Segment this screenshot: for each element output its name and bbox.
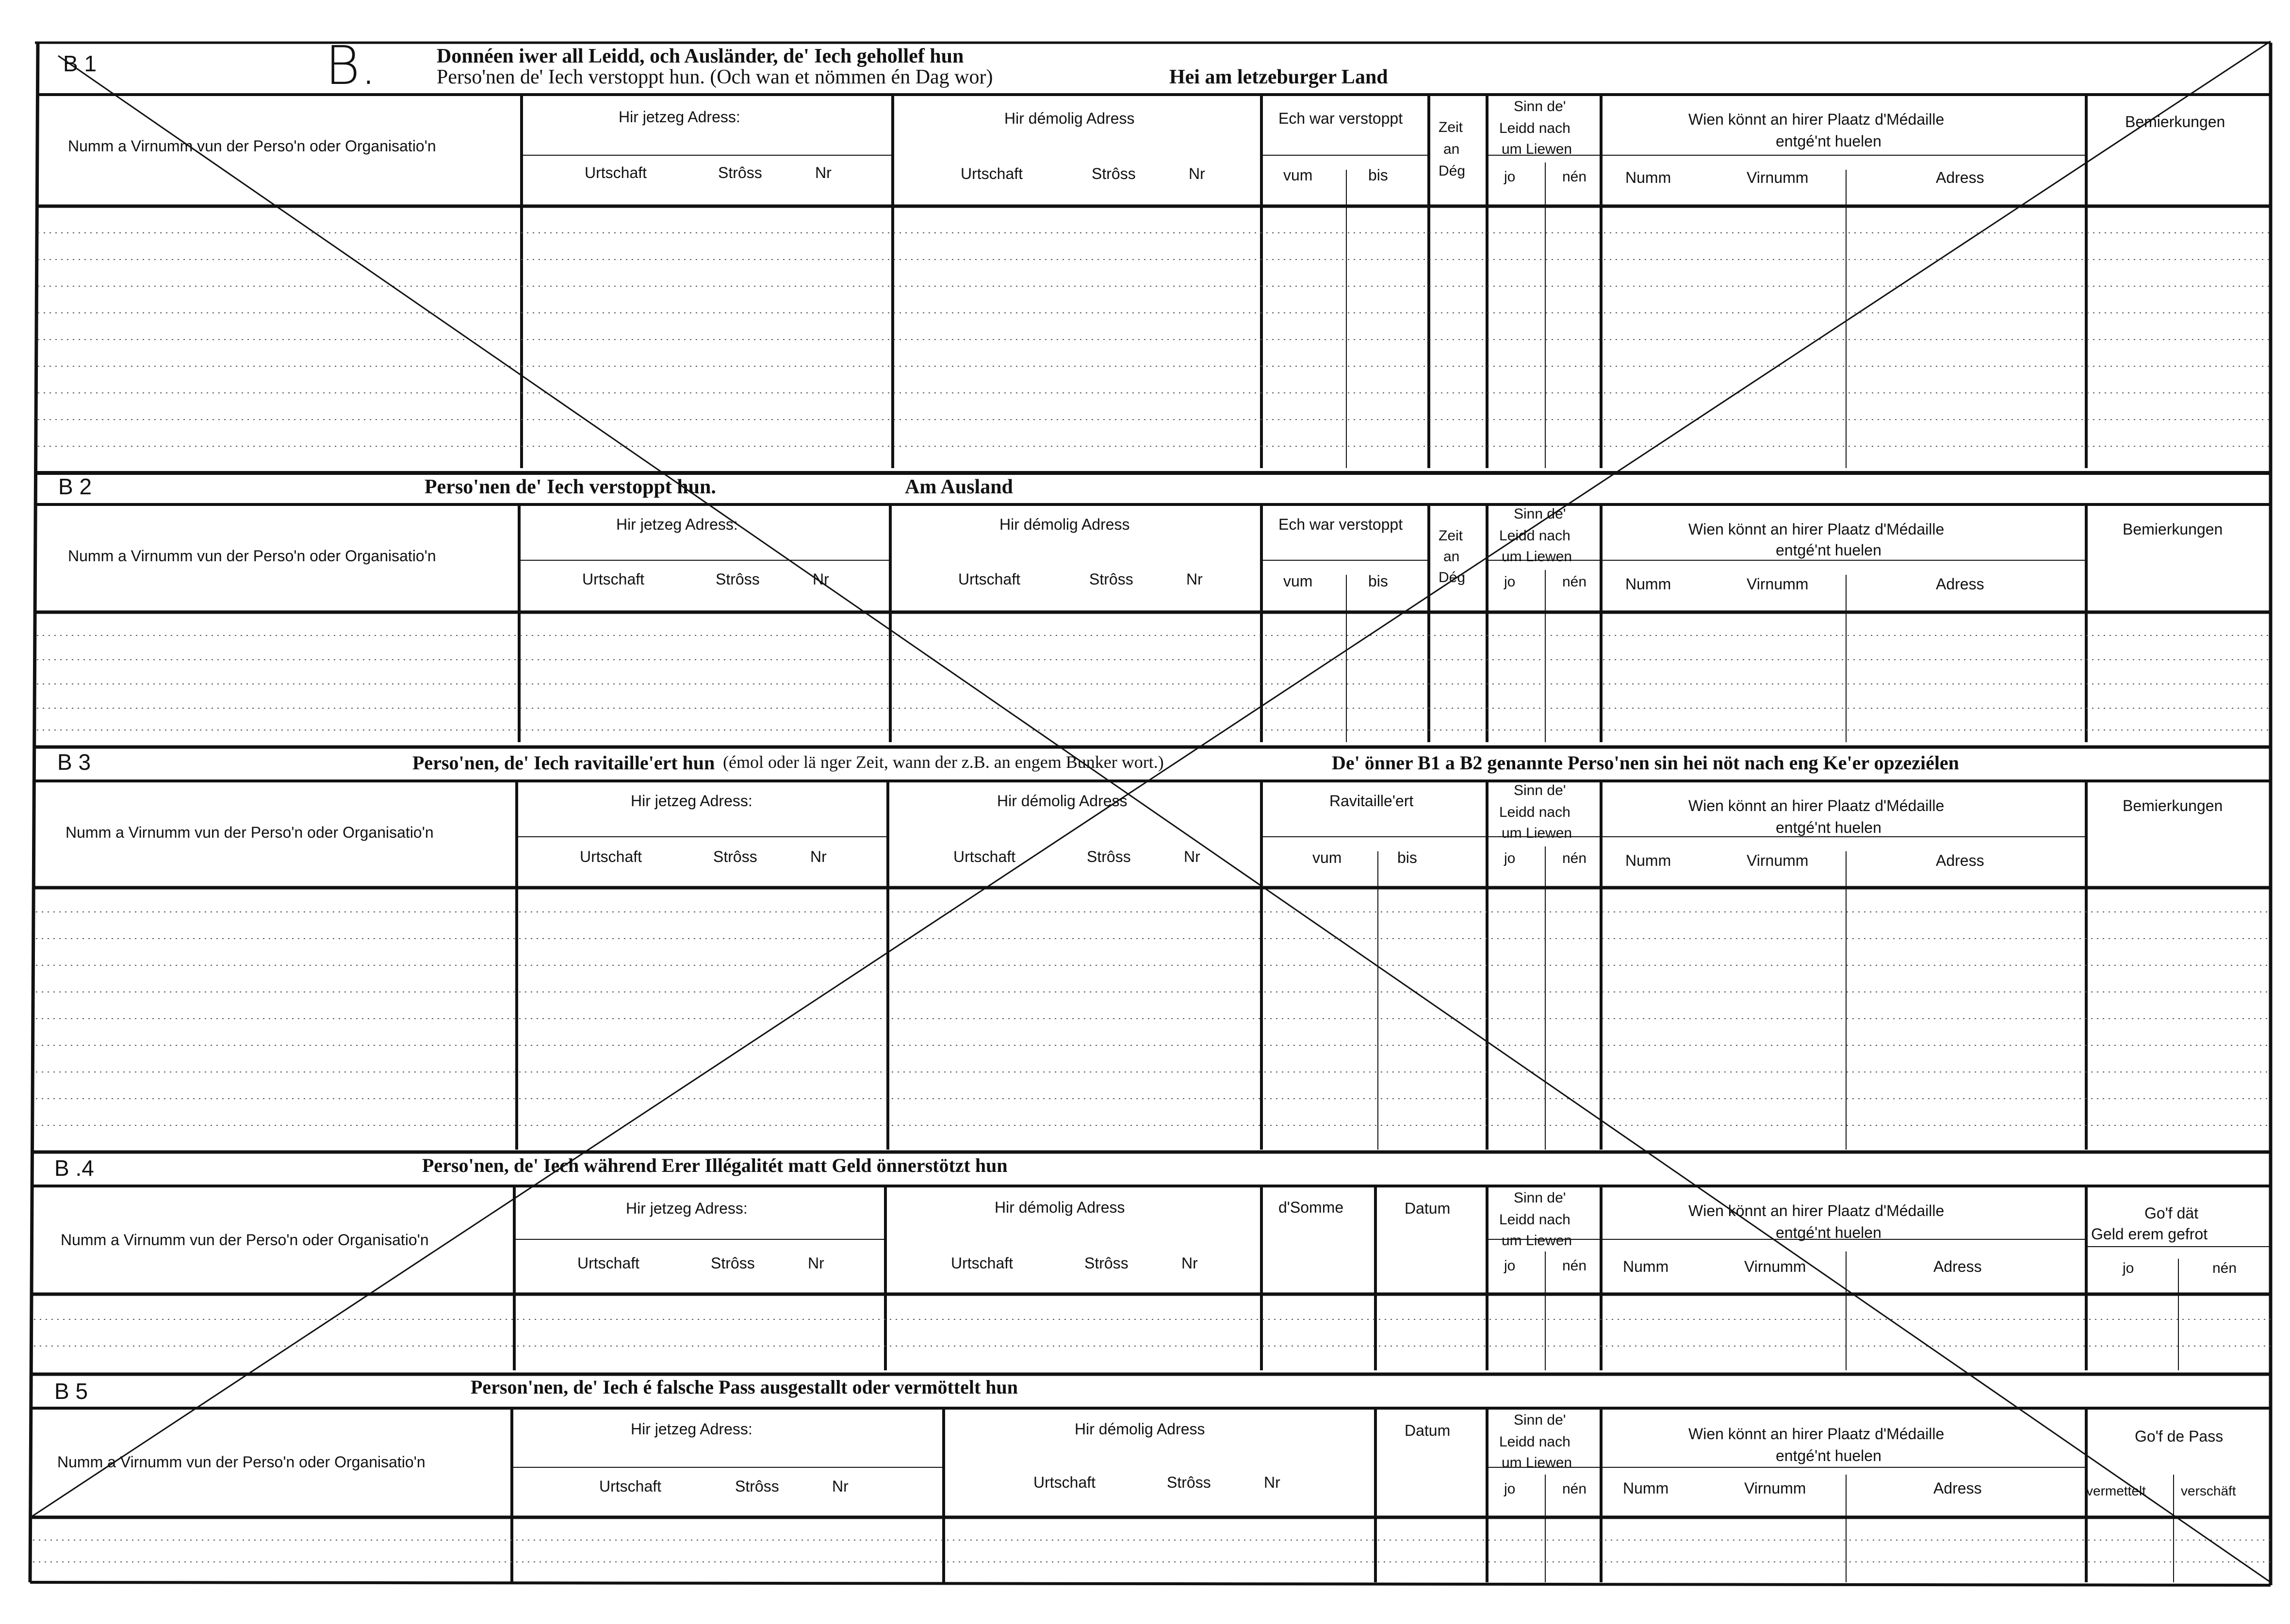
b1-header-medal-1: Wien könnt an hirer Plaatz d'Médaille bbox=[1688, 111, 1945, 128]
b5-header-medal-address: Adress bbox=[1933, 1479, 1982, 1497]
b1-header-alive-2: Leidd nach bbox=[1499, 120, 1570, 136]
b4-header-current-place: Urtschaft bbox=[577, 1254, 640, 1272]
section-title-b4: Perso'nen, de' Iech während Erer Illégalitét matt Geld önnerstötzt hun bbox=[422, 1154, 1008, 1176]
section-code-b5: B 5 bbox=[54, 1379, 88, 1404]
b1-header-time-1: Zeit bbox=[1439, 119, 1463, 135]
b3-header-alive-3: um Liewen bbox=[1502, 825, 1572, 841]
b1-header-to: bis bbox=[1368, 166, 1388, 184]
b1-header-current-street: Strôss bbox=[718, 164, 762, 181]
b1-header-medal-2: entgé'nt huelen bbox=[1776, 132, 1881, 150]
b2-header-current-place: Urtschaft bbox=[582, 570, 645, 588]
b3-header-to: bis bbox=[1397, 849, 1417, 866]
b2-header-current-number: Nr bbox=[813, 570, 829, 588]
b1-header-time-2: an bbox=[1443, 141, 1460, 157]
b1-header-remarks: Bemierkungen bbox=[2125, 113, 2225, 130]
b3-header-current-street: Strôss bbox=[713, 848, 757, 865]
b3-header-old-place: Urtschaft bbox=[953, 848, 1016, 865]
b1-header-alive-3: um Liewen bbox=[1502, 141, 1572, 157]
b3-header-name: Numm a Virnumm vun der Perso'n oder Organisatio'n bbox=[65, 824, 434, 841]
b1-header-old-place: Urtschaft bbox=[961, 165, 1023, 182]
b5-header-alive-3: um Liewen bbox=[1502, 1455, 1572, 1471]
b2-header-old-address: Hir démolig Adress bbox=[999, 516, 1130, 533]
b4-header-old-address: Hir démolig Adress bbox=[995, 1199, 1125, 1216]
b3-header-from: vum bbox=[1312, 849, 1342, 866]
b5-header-date: Datum bbox=[1405, 1422, 1451, 1439]
b1-header-medal-name: Numm bbox=[1625, 169, 1671, 186]
b1-header-no: nén bbox=[1562, 169, 1587, 185]
b1-header-from: vum bbox=[1283, 166, 1313, 184]
b3-header-medal-2: entgé'nt huelen bbox=[1776, 819, 1881, 836]
b4-header-alive-1: Sinn de' bbox=[1514, 1190, 1566, 1206]
b3-header-current-number: Nr bbox=[810, 848, 827, 865]
section-title-b1-line1: Donnéen iwer all Leidd, och Ausländer, de' Iech gehollef hun bbox=[437, 45, 964, 67]
b4-header-date: Datum bbox=[1405, 1200, 1451, 1217]
b1-header-medal-firstname: Virnumm bbox=[1747, 169, 1809, 186]
b5-header-pass: Go'f de Pass bbox=[2135, 1428, 2224, 1445]
b3-header-current-address: Hir jetzeg Adress: bbox=[631, 792, 752, 810]
b5-header-old-number: Nr bbox=[1264, 1474, 1280, 1491]
b2-header-current-street: Strôss bbox=[716, 570, 760, 588]
b5-header-obtained: verschäft bbox=[2181, 1483, 2236, 1498]
b5-header-current-place: Urtschaft bbox=[599, 1478, 662, 1495]
b5-header-medal-1: Wien könnt an hirer Plaatz d'Médaille bbox=[1688, 1425, 1945, 1443]
b4-header-medal-name: Numm bbox=[1623, 1258, 1669, 1275]
b2-header-alive-2: Leidd nach bbox=[1499, 528, 1570, 544]
b5-header-medal-name: Numm bbox=[1623, 1479, 1669, 1497]
section-title-b3-paren: (émol oder lä nger Zeit, wann der z.B. an engem Bunker wort.) bbox=[723, 752, 1164, 772]
b3-header-yes: jo bbox=[1504, 850, 1516, 866]
b5-header-alive-2: Leidd nach bbox=[1499, 1434, 1570, 1450]
b1-header-yes: jo bbox=[1504, 169, 1516, 185]
b4-header-name: Numm a Virnumm vun der Perso'n oder Organisatio'n bbox=[61, 1231, 429, 1249]
b5-header-name: Numm a Virnumm vun der Perso'n oder Organisatio'n bbox=[57, 1453, 425, 1471]
b1-header-name: Numm a Virnumm vun der Perso'n oder Organisatio'n bbox=[68, 137, 436, 155]
b3-header-old-street: Strôss bbox=[1087, 848, 1131, 865]
b5-header-old-place: Urtschaft bbox=[1033, 1474, 1096, 1491]
b3-header-alive-1: Sinn de' bbox=[1514, 782, 1566, 798]
section-code-b2: B 2 bbox=[58, 474, 92, 499]
b3-header-medal-1: Wien könnt an hirer Plaatz d'Médaille bbox=[1688, 797, 1945, 814]
b4-header-medal-firstname: Virnumm bbox=[1744, 1258, 1806, 1275]
b4-header-gift-2: Geld erem gefrot bbox=[2091, 1225, 2208, 1243]
b3-header-no: nén bbox=[1562, 850, 1587, 866]
b4-header-current-number: Nr bbox=[808, 1254, 824, 1272]
b4-header-old-place: Urtschaft bbox=[951, 1254, 1014, 1272]
section-code-b1: B 1 bbox=[63, 51, 97, 76]
b5-header-alive-1: Sinn de' bbox=[1514, 1412, 1566, 1428]
b5-header-current-street: Strôss bbox=[735, 1478, 779, 1495]
b5-header-current-address: Hir jetzeg Adress: bbox=[631, 1420, 752, 1438]
section-code-b3: B 3 bbox=[57, 749, 91, 775]
b2-header-alive-1: Sinn de' bbox=[1514, 506, 1566, 522]
b1-header-old-number: Nr bbox=[1189, 165, 1205, 182]
b2-header-remarks: Bemierkungen bbox=[2123, 520, 2223, 538]
b1-header-current-number: Nr bbox=[815, 164, 832, 181]
b4-header-current-street: Strôss bbox=[711, 1254, 755, 1272]
section-title-b1-line2: Perso'nen de' Iech verstoppt hun. (Och wan et nömmen én Dag wor) bbox=[437, 66, 993, 88]
section-title-b3: Perso'nen, de' Iech ravitaille'ert hun bbox=[412, 752, 715, 774]
section-title-b2: Perso'nen de' Iech verstoppt hun. bbox=[425, 476, 716, 498]
b1-header-alive-1: Sinn de' bbox=[1514, 98, 1566, 114]
b5-header-yes: jo bbox=[1504, 1481, 1516, 1497]
b1-header-current-address: Hir jetzeg Adress: bbox=[619, 108, 740, 126]
b2-header-old-place: Urtschaft bbox=[958, 570, 1021, 588]
b1-header-time-3: Dég bbox=[1439, 163, 1466, 179]
b2-header-current-address: Hir jetzeg Adress: bbox=[616, 516, 738, 533]
b2-header-yes: jo bbox=[1504, 574, 1516, 590]
b2-header-medal-2: entgé'nt huelen bbox=[1776, 541, 1881, 559]
b2-header-to: bis bbox=[1368, 572, 1388, 590]
b3-header-old-address: Hir démolig Adress bbox=[997, 792, 1128, 810]
b1-header-hidden: Ech war verstoppt bbox=[1278, 110, 1403, 127]
b1-header-current-place: Urtschaft bbox=[585, 164, 647, 181]
b1-header-old-street: Strôss bbox=[1092, 165, 1136, 182]
b5-header-arranged: vermettelt bbox=[2086, 1483, 2146, 1498]
b2-header-alive-3: um Liewen bbox=[1502, 549, 1572, 565]
b4-header-current-address: Hir jetzeg Adress: bbox=[626, 1200, 748, 1217]
b1-header-old-address: Hir démolig Adress bbox=[1004, 110, 1135, 127]
b5-header-medal-2: entgé'nt huelen bbox=[1776, 1447, 1881, 1464]
section-note-b3: De' önner B1 a B2 genannte Perso'nen sin hei nöt nach eng Ke'er opzeziélen bbox=[1332, 752, 1959, 774]
b4-header-amount: d'Somme bbox=[1278, 1199, 1344, 1216]
b2-header-time-3: Dég bbox=[1439, 569, 1466, 585]
b4-header-no: nén bbox=[1562, 1258, 1587, 1274]
b4-header-gift-1: Go'f dät bbox=[2144, 1204, 2199, 1222]
b4-header-medal-address: Adress bbox=[1933, 1258, 1982, 1275]
b4-header-yes: jo bbox=[1504, 1258, 1516, 1274]
b2-header-from: vum bbox=[1283, 572, 1313, 590]
b4-header-gift-yes: jo bbox=[2123, 1260, 2134, 1276]
b2-header-old-street: Strôss bbox=[1089, 570, 1133, 588]
b3-header-provisioned: Ravitaille'ert bbox=[1329, 792, 1414, 810]
b2-header-no: nén bbox=[1562, 574, 1587, 590]
b5-header-old-street: Strôss bbox=[1167, 1474, 1211, 1491]
b3-header-current-place: Urtschaft bbox=[580, 848, 642, 865]
b2-header-old-number: Nr bbox=[1186, 570, 1203, 588]
b5-header-current-number: Nr bbox=[832, 1478, 849, 1495]
b4-header-gift-no: nén bbox=[2212, 1260, 2237, 1276]
b5-header-no: nén bbox=[1562, 1481, 1587, 1497]
b2-header-time-2: an bbox=[1443, 549, 1460, 565]
b3-header-medal-address: Adress bbox=[1936, 852, 1984, 869]
b3-header-medal-firstname: Virnumm bbox=[1747, 852, 1809, 869]
b2-header-time-1: Zeit bbox=[1439, 528, 1463, 544]
b5-header-medal-firstname: Virnumm bbox=[1744, 1479, 1806, 1497]
form-letter: B. bbox=[325, 34, 377, 97]
b4-header-alive-3: um Liewen bbox=[1502, 1233, 1572, 1249]
b4-header-alive-2: Leidd nach bbox=[1499, 1212, 1570, 1228]
b2-header-medal-1: Wien könnt an hirer Plaatz d'Médaille bbox=[1688, 520, 1945, 538]
b4-header-medal-2: entgé'nt huelen bbox=[1776, 1224, 1881, 1241]
b4-header-old-number: Nr bbox=[1181, 1254, 1198, 1272]
section-location-b2: Am Ausland bbox=[905, 476, 1013, 498]
b3-header-remarks: Bemierkungen bbox=[2123, 797, 2223, 814]
section-code-b4: B .4 bbox=[54, 1155, 94, 1181]
b2-header-medal-firstname: Virnumm bbox=[1747, 575, 1809, 593]
b5-header-old-address: Hir démolig Adress bbox=[1075, 1420, 1205, 1438]
b3-header-medal-name: Numm bbox=[1625, 852, 1671, 869]
b3-header-alive-2: Leidd nach bbox=[1499, 804, 1570, 820]
b4-header-medal-1: Wien könnt an hirer Plaatz d'Médaille bbox=[1688, 1202, 1945, 1219]
b2-header-medal-name: Numm bbox=[1625, 575, 1671, 593]
b4-header-old-street: Strôss bbox=[1084, 1254, 1129, 1272]
b2-header-medal-address: Adress bbox=[1936, 575, 1984, 593]
b2-header-name: Numm a Virnumm vun der Perso'n oder Organisatio'n bbox=[68, 547, 436, 565]
section-title-b5: Person'nen, de' Iech é falsche Pass ausgestallt oder vermöttelt hun bbox=[471, 1376, 1018, 1398]
b2-header-hidden: Ech war verstoppt bbox=[1278, 516, 1403, 533]
b3-header-old-number: Nr bbox=[1184, 848, 1200, 865]
section-location-b1: Hei am letzeburger Land bbox=[1169, 66, 1388, 88]
b1-header-medal-address: Adress bbox=[1936, 169, 1984, 186]
